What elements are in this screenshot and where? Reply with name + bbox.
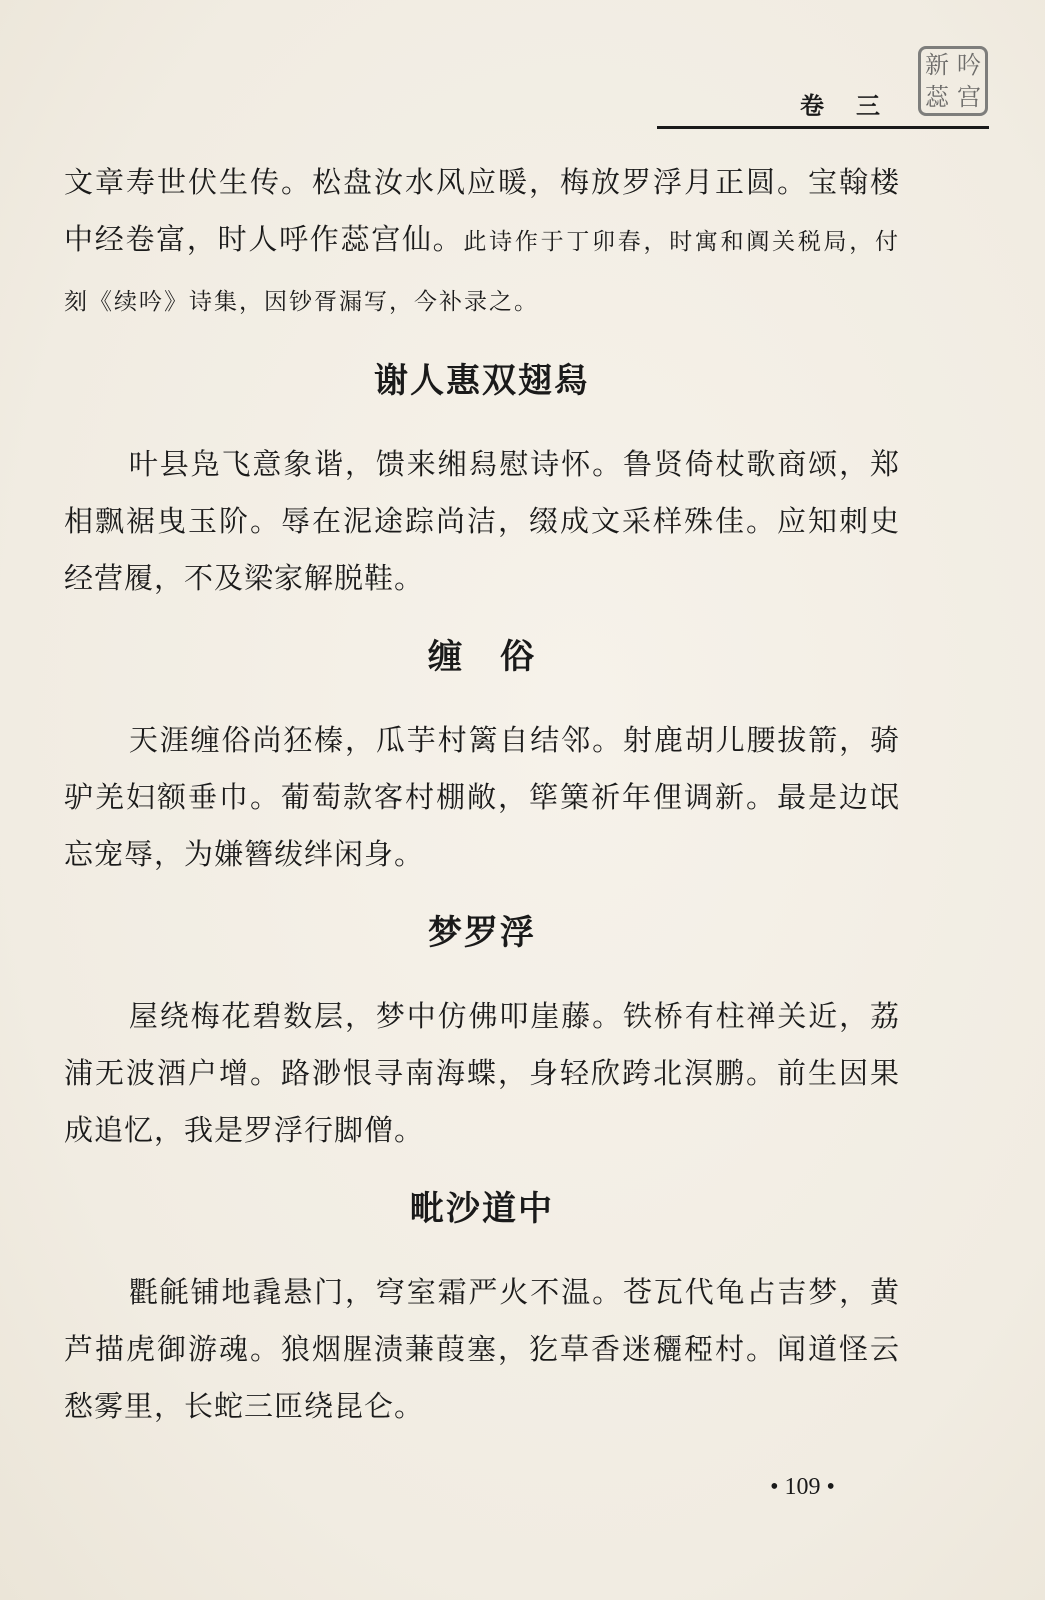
- poem-body: [64, 1264, 900, 1435]
- intro-note: 此诗作于丁卯春，时寓和阗关税局，付刻《续吟》诗集，因钞胥漏写，今补录之。: [64, 229, 900, 315]
- seal-char: 宫: [957, 83, 981, 111]
- running-head-volume: 卷: [800, 91, 826, 120]
- poem-title: 缠 俗: [428, 637, 536, 677]
- seal-stamp: [918, 46, 988, 116]
- running-head: [800, 86, 882, 121]
- running-head-number: 三: [856, 91, 882, 120]
- poem-body-text: 天涯缠俗尚狉榛，瓜芋村篱自结邻。射鹿胡儿腰拔箭，骑驴羌妇额垂巾。葡萄款客村棚敞，筚篥祈年俚调新。最是边氓忘宠辱，为嫌簪绂绊闲身。: [64, 723, 900, 871]
- poem-body: [64, 712, 900, 883]
- poem-title: 谢人惠双翅舄: [374, 361, 590, 401]
- header-rule: [657, 126, 989, 129]
- seal-char: 新: [925, 51, 949, 79]
- seal-char: 蕊: [925, 83, 949, 111]
- poem-body-text: 氍毹铺地毳悬门，穹室霜严火不温。苍瓦代龟占吉梦，黄芦描虎御游魂。狼烟腥渍蒹葭塞，犵草香迷穲稏村。闻道怪云愁雾里，长蛇三匝绕昆仑。: [64, 1275, 900, 1423]
- poem-body: [64, 436, 900, 607]
- poem-body: [64, 988, 900, 1159]
- page-number: • 109 •: [770, 1474, 835, 1500]
- seal-char: 吟: [957, 51, 981, 79]
- intro-poem-text: 文章寿世伏生传。松盘汝水风应暖，梅放罗浮月正圆。宝翰楼中经卷富，时人呼作蕊宫仙。: [64, 165, 900, 256]
- poem-body-text: 屋绕梅花碧数层，梦中仿佛叩崖藤。铁桥有柱禅关近，荔浦无波酒户增。路渺恨寻南海蝶，身轻欣跨北溟鹏。前生因果成追忆，我是罗浮行脚僧。: [64, 999, 900, 1147]
- poem-title: 梦罗浮: [428, 913, 536, 953]
- page-content: [64, 154, 900, 1435]
- poem-title: 毗沙道中: [410, 1189, 554, 1229]
- intro-paragraph: [64, 154, 900, 331]
- poem-body-text: 叶县凫飞意象谐，馈来缃舄慰诗怀。鲁贤倚杖歌商颂，郑相飘裾曳玉阶。辱在泥途踪尚洁，缀成文采样殊佳。应知刺史经营履，不及梁家解脱鞋。: [64, 447, 900, 595]
